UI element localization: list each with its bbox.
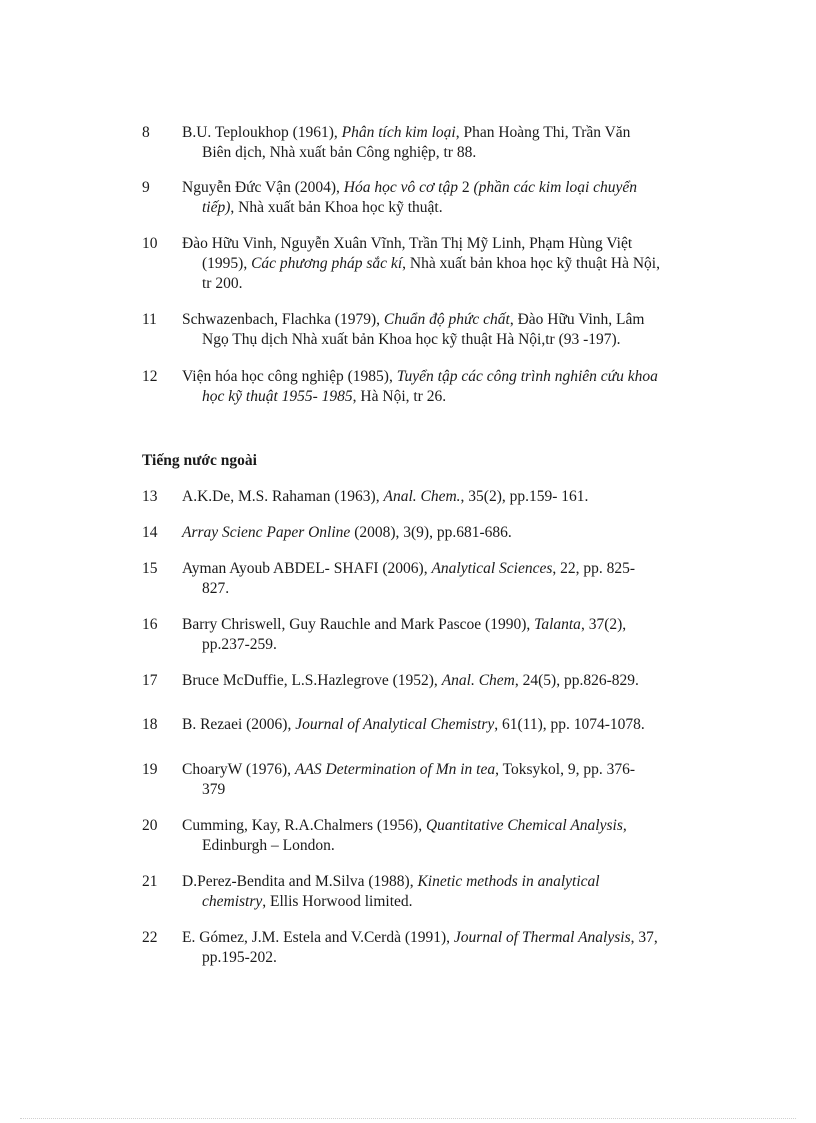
reference-text: ChoaryW (1976), (182, 761, 295, 778)
reference-text: Đào Hữu Vinh, Nguyễn Xuân Vĩnh, Trần Thị Mỹ Linh, Phạm Hùng Việt (182, 235, 633, 252)
reference-title: (phần các kim loại chuyển (473, 179, 638, 196)
reference-item (142, 715, 734, 735)
reference-text: tr 200. (202, 275, 243, 292)
reference-item (142, 872, 734, 912)
reference-text: E. Gómez, J.M. Estela and V.Cerdà (1991), (182, 929, 454, 946)
reference-text: , Phan Hoàng Thi, Trần Văn (455, 124, 631, 141)
reference-text: (1995), (202, 255, 252, 272)
reference-title: Anal. Chem. (383, 488, 461, 505)
reference-text: B. Rezaei (2006), (182, 716, 296, 733)
reference-number: 11 (142, 311, 157, 328)
reference-text: , Ellis Horwood limited. (262, 893, 413, 910)
reference-text: , Đào Hữu Vinh, Lâm (509, 311, 645, 328)
reference-title: tiếp) (202, 199, 231, 216)
reference-number: 15 (142, 560, 158, 577)
reference-text: Biên dịch, Nhà xuất bản Công nghiệp, tr 88. (202, 144, 477, 161)
section-heading: Tiếng nước ngoài (142, 452, 257, 469)
reference-number: 12 (142, 368, 158, 385)
reference-number: 10 (142, 235, 158, 252)
reference-text: , 22, pp. 825- (552, 560, 636, 577)
reference-text: Edinburgh – London. (202, 837, 335, 854)
reference-number: 19 (142, 761, 158, 778)
reference-text: 827. (202, 580, 230, 597)
reference-text: , Nhà xuất bản khoa học kỹ thuật Hà Nội, (402, 255, 660, 272)
reference-text: 2 (457, 179, 474, 196)
reference-title: Talanta (534, 616, 581, 633)
reference-title: chemistry (202, 893, 263, 910)
reference-title: Phân tích kim loại (341, 124, 456, 141)
reference-text: Barry Chriswell, Guy Rauchle and Mark Pascoe (1990), (182, 616, 535, 633)
reference-text: , 61(11), pp. 1074-1078. (494, 716, 645, 733)
reference-title: Chuẩn độ phức chất (383, 311, 510, 328)
reference-title: Analytical Sciences (431, 560, 553, 577)
reference-text: Cumming, Kay, R.A.Chalmers (1956), (182, 817, 426, 834)
reference-item (142, 816, 734, 856)
reference-text: , 37(2), (580, 616, 627, 633)
reference-title: học kỹ thuật 1955- 1985 (202, 388, 353, 405)
reference-text: Bruce McDuffie, L.S.Hazlegrove (1952), (182, 672, 442, 689)
reference-number: 17 (142, 672, 158, 689)
reference-item (142, 760, 734, 800)
reference-item (142, 178, 734, 218)
reference-text: Schwazenbach, Flachka (1979), (182, 311, 384, 328)
reference-item (142, 615, 734, 655)
reference-title: Quantitative Chemical Analysis, (425, 817, 627, 834)
reference-title: Tuyển tập các công trình nghiên cứu khoa (396, 368, 658, 385)
reference-text: , 37, (630, 929, 658, 946)
reference-number: 21 (142, 873, 158, 890)
reference-text: D.Perez-Bendita and M.Silva (1988), (182, 873, 418, 890)
reference-title: AAS Determination of Mn in tea (294, 761, 496, 778)
reference-number: 13 (142, 488, 158, 505)
reference-text: pp.237-259. (202, 636, 277, 653)
reference-item (142, 487, 734, 507)
reference-text: (2008), 3(9), pp.681-686. (350, 524, 512, 541)
reference-text: , Toksykol, 9, pp. 376- (495, 761, 635, 778)
reference-text: Ngọ Thụ dịch Nhà xuất bản Khoa học kỹ thuật Hà Nội,tr (93 -197). (202, 331, 621, 348)
reference-text: B.U. Teploukhop (1961), (182, 124, 342, 141)
reference-text: pp.195-202. (202, 949, 277, 966)
reference-number: 22 (142, 929, 158, 946)
reference-title: Array Scienc Paper Online (182, 524, 351, 541)
reference-title: Hóa học vô cơ tập (343, 179, 458, 196)
reference-title: Anal. Chem (441, 672, 515, 689)
reference-title: Kinetic methods in analytical (417, 873, 600, 890)
page-bottom-border (20, 1118, 796, 1119)
reference-number: 14 (142, 524, 158, 541)
reference-title: Các phương pháp sắc kí (251, 255, 403, 272)
reference-number: 18 (142, 716, 158, 733)
reference-text: , 24(5), pp.826-829. (514, 672, 639, 689)
reference-item (142, 310, 734, 350)
reference-item (142, 928, 734, 968)
reference-text: A.K.De, M.S. Rahaman (1963), (182, 488, 384, 505)
reference-item (142, 559, 734, 599)
reference-number: 20 (142, 817, 158, 834)
reference-item (142, 523, 734, 543)
reference-number: 9 (142, 179, 150, 196)
reference-item (142, 671, 734, 691)
reference-text: Ayman Ayoub ABDEL- SHAFI (2006), (182, 560, 432, 577)
reference-number: 8 (142, 124, 150, 141)
reference-item (142, 123, 734, 163)
reference-text: Viện hóa học công nghiệp (1985), (182, 368, 397, 385)
reference-number: 16 (142, 616, 158, 633)
reference-text: , Hà Nội, tr 26. (352, 388, 447, 405)
reference-text: , 35(2), pp.159- 161. (460, 488, 589, 505)
reference-title: Journal of Analytical Chemistry (295, 716, 495, 733)
reference-item (142, 367, 734, 407)
reference-item (142, 234, 734, 294)
reference-text: , Nhà xuất bản Khoa học kỹ thuật. (230, 199, 443, 216)
reference-text: Nguyễn Đức Vận (2004), (182, 179, 344, 196)
reference-text: 379 (202, 781, 226, 798)
reference-title: Journal of Thermal Analysis (453, 929, 631, 946)
